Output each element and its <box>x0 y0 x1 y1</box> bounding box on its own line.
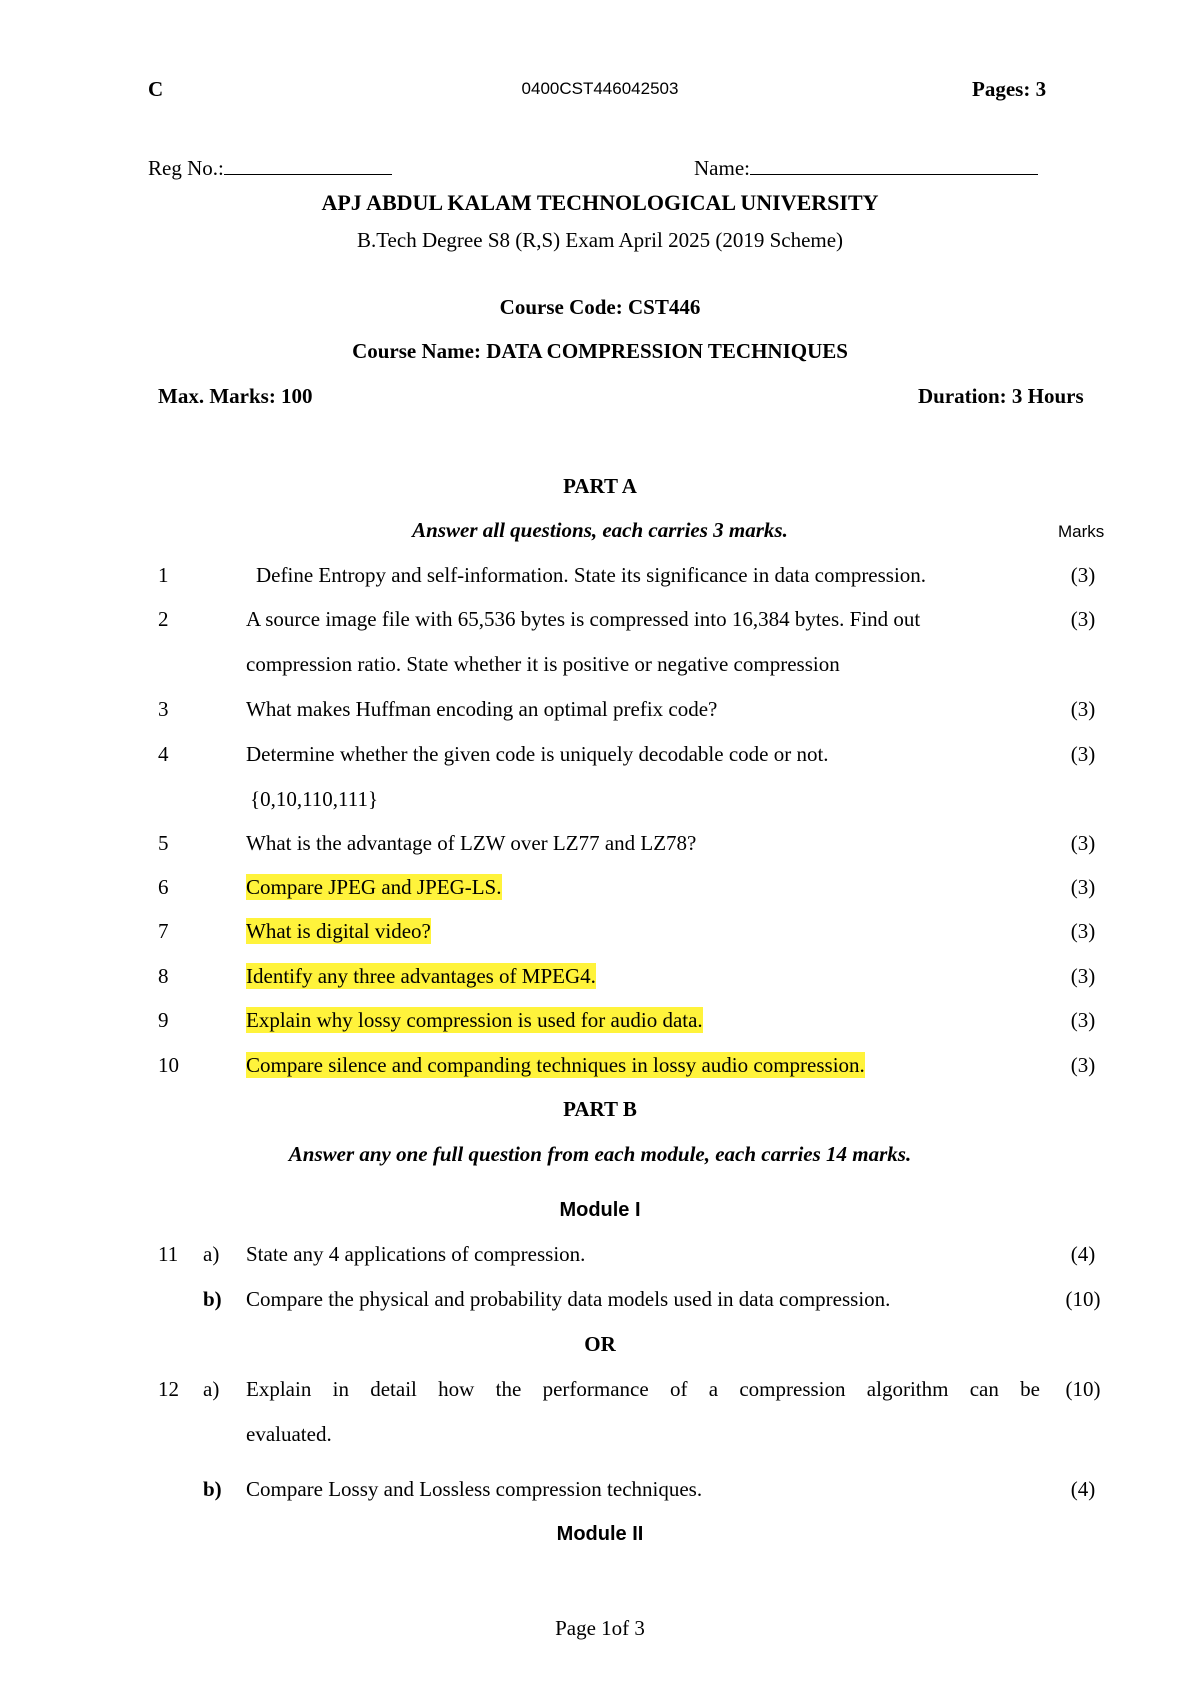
highlighted-question-text: Identify any three advantages of MPEG4. <box>246 964 596 988</box>
paper-code: 0400CST446042503 <box>521 79 679 98</box>
page-count: Pages: 3 <box>972 77 1047 101</box>
reg-no-label: Reg No.: <box>148 156 224 180</box>
question-marks: (3) <box>1070 697 1096 721</box>
question-marks: (3) <box>1070 964 1096 988</box>
question-marks: (10) <box>1065 1377 1101 1401</box>
course-name: Course Name: DATA COMPRESSION TECHNIQUES <box>352 339 848 363</box>
question-marks: (3) <box>1070 1008 1096 1032</box>
question-marks: (4) <box>1070 1242 1096 1266</box>
question-text: Explain in detail how the performance of a compression algorithm can be <box>246 1377 1040 1401</box>
set-letter: C <box>148 77 164 101</box>
or-separator: OR <box>584 1332 616 1356</box>
subpart-label: a) <box>203 1242 220 1266</box>
question-number: 12 <box>158 1377 179 1401</box>
question-number: 6 <box>158 875 169 899</box>
question-number: 9 <box>158 1008 169 1032</box>
page-footer: Page 1of 3 <box>555 1616 645 1640</box>
highlighted-question-text: Explain why lossy compression is used for audio data. <box>246 1008 703 1032</box>
highlighted-question-text: Compare silence and companding techniques in lossy audio compression. <box>246 1053 865 1077</box>
question-marks: (3) <box>1070 919 1096 943</box>
part-b-instruction: Answer any one full question from each module, each carries 14 marks. <box>288 1142 912 1166</box>
question-number: 10 <box>158 1053 179 1077</box>
subpart-label: b) <box>203 1287 222 1311</box>
question-marks: (10) <box>1065 1287 1101 1311</box>
question-text: Determine whether the given code is uniquely decodable code or not. <box>246 742 829 766</box>
question-marks: (3) <box>1070 1053 1096 1077</box>
course-code: Course Code: CST446 <box>499 295 701 319</box>
part-b-title: PART B <box>563 1097 637 1121</box>
name-blank <box>750 154 1038 175</box>
question-marks: (3) <box>1070 742 1096 766</box>
reg-no-blank <box>224 154 392 175</box>
question-text-continued: evaluated. <box>246 1422 332 1446</box>
university-title: APJ ABDUL KALAM TECHNOLOGICAL UNIVERSITY <box>321 190 879 215</box>
question-marks: (4) <box>1070 1477 1096 1501</box>
code-set: {0,10,110,111} <box>250 787 379 811</box>
highlighted-question-text: Compare JPEG and JPEG-LS. <box>246 875 502 899</box>
name-label: Name: <box>694 156 750 180</box>
exam-title: B.Tech Degree S8 (R,S) Exam April 2025 (2019 Scheme) <box>356 228 844 252</box>
question-marks: (3) <box>1070 607 1096 631</box>
duration: Duration: 3 Hours <box>918 384 1084 408</box>
question-number: 8 <box>158 964 169 988</box>
question-text: Compare the physical and probability data models used in data compression. <box>246 1287 891 1311</box>
question-number: 11 <box>158 1242 179 1266</box>
reg-no-field <box>148 154 392 181</box>
question-number: 5 <box>158 831 169 855</box>
subpart-label: b) <box>203 1477 222 1501</box>
question-marks: (3) <box>1070 563 1096 587</box>
question-number: 2 <box>158 607 169 631</box>
part-a-title: PART A <box>563 474 637 498</box>
name-field <box>694 154 1038 181</box>
highlighted-question-text: What is digital video? <box>246 919 431 943</box>
question-number: 4 <box>158 742 169 766</box>
marks-header: Marks <box>1058 522 1105 541</box>
question-text: Define Entropy and self-information. State its significance in data compression. <box>256 563 927 587</box>
question-number: 3 <box>158 697 169 721</box>
question-text-continued: compression ratio. State whether it is positive or negative compression <box>246 652 840 676</box>
question-number: 1 <box>158 563 169 587</box>
question-text: What makes Huffman encoding an optimal prefix code? <box>246 697 718 721</box>
question-text: State any 4 applications of compression. <box>246 1242 586 1266</box>
question-marks: (3) <box>1070 875 1096 899</box>
question-text: A source image file with 65,536 bytes is compressed into 16,384 bytes. Find out <box>246 607 921 631</box>
module-2-heading: Module II <box>556 1523 644 1545</box>
question-text: What is the advantage of LZW over LZ77 and LZ78? <box>246 831 697 855</box>
question-number: 7 <box>158 919 169 943</box>
subpart-label: a) <box>203 1377 220 1401</box>
module-1-heading: Module I <box>559 1199 641 1221</box>
question-marks: (3) <box>1070 831 1096 855</box>
max-marks: Max. Marks: 100 <box>158 384 313 408</box>
part-a-instruction: Answer all questions, each carries 3 marks. <box>412 518 788 542</box>
question-text: Compare Lossy and Lossless compression techniques. <box>246 1477 703 1501</box>
